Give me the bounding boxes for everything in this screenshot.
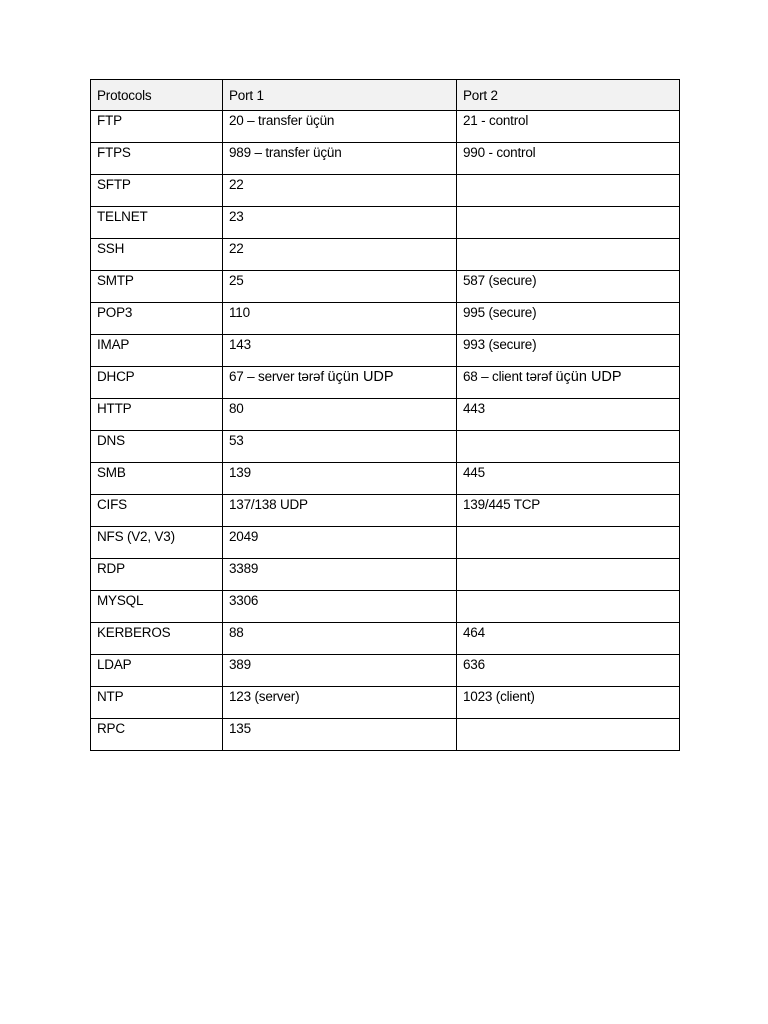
port-2-cell bbox=[457, 367, 680, 399]
protocol-cell: LDAP bbox=[91, 655, 223, 687]
table-row bbox=[91, 655, 680, 687]
port-1-cell: 2049 bbox=[223, 527, 457, 559]
port-2-cell: 21 - control bbox=[457, 111, 680, 143]
port-2-cell: 587 (secure) bbox=[457, 271, 680, 303]
table-row bbox=[91, 207, 680, 239]
port-1-cell: 25 bbox=[223, 271, 457, 303]
table-row bbox=[91, 175, 680, 207]
port-2-cell: 445 bbox=[457, 463, 680, 495]
port-1-cell: 137/138 UDP bbox=[223, 495, 457, 527]
table-row bbox=[91, 399, 680, 431]
port-2-cell: 636 bbox=[457, 655, 680, 687]
table-row bbox=[91, 431, 680, 463]
port-1-cell: 22 bbox=[223, 175, 457, 207]
table-row bbox=[91, 111, 680, 143]
port-1-cell bbox=[223, 367, 457, 399]
port-2-cell bbox=[457, 719, 680, 751]
protocol-cell: SFTP bbox=[91, 175, 223, 207]
port-2-text: 68 – client tərəf bbox=[463, 369, 552, 384]
protocol-cell: NFS (V2, V3) bbox=[91, 527, 223, 559]
port-1-cell: 123 (server) bbox=[223, 687, 457, 719]
table-row bbox=[91, 527, 680, 559]
port-2-cell bbox=[457, 527, 680, 559]
protocol-cell: NTP bbox=[91, 687, 223, 719]
protocol-cell: IMAP bbox=[91, 335, 223, 367]
port-1-cell: 135 bbox=[223, 719, 457, 751]
port-2-cell bbox=[457, 431, 680, 463]
protocol-cell: SMB bbox=[91, 463, 223, 495]
port-2-cell: 995 (secure) bbox=[457, 303, 680, 335]
port-1-cell: 22 bbox=[223, 239, 457, 271]
protocol-cell: RPC bbox=[91, 719, 223, 751]
table-row bbox=[91, 367, 680, 399]
port-1-cell: 389 bbox=[223, 655, 457, 687]
port-2-cell: 443 bbox=[457, 399, 680, 431]
table-row bbox=[91, 463, 680, 495]
protocol-cell: MYSQL bbox=[91, 591, 223, 623]
table-row bbox=[91, 719, 680, 751]
port-2-cell: 990 - control bbox=[457, 143, 680, 175]
table-row bbox=[91, 271, 680, 303]
protocol-cell: SSH bbox=[91, 239, 223, 271]
port-1-cell: 80 bbox=[223, 399, 457, 431]
table-row bbox=[91, 335, 680, 367]
port-2-cell bbox=[457, 239, 680, 271]
table-body bbox=[91, 111, 680, 751]
protocol-ports-table bbox=[90, 79, 680, 751]
port-1-cell: 23 bbox=[223, 207, 457, 239]
port-1-suffix: üçün UDP bbox=[327, 369, 394, 385]
protocol-cell: SMTP bbox=[91, 271, 223, 303]
port-1-text: 67 – server tərəf bbox=[229, 369, 324, 384]
port-2-cell bbox=[457, 207, 680, 239]
port-2-cell bbox=[457, 591, 680, 623]
table-row bbox=[91, 495, 680, 527]
port-1-cell: 110 bbox=[223, 303, 457, 335]
port-1-cell: 143 bbox=[223, 335, 457, 367]
port-2-cell bbox=[457, 175, 680, 207]
table-row bbox=[91, 623, 680, 655]
protocol-cell: POP3 bbox=[91, 303, 223, 335]
header-row bbox=[91, 80, 680, 111]
port-2-cell: 464 bbox=[457, 623, 680, 655]
header-port-1: Port 1 bbox=[223, 80, 457, 111]
port-1-cell: 3389 bbox=[223, 559, 457, 591]
port-1-cell: 989 – transfer üçün bbox=[223, 143, 457, 175]
table-row bbox=[91, 143, 680, 175]
protocol-cell: DNS bbox=[91, 431, 223, 463]
protocol-cell: FTPS bbox=[91, 143, 223, 175]
port-1-cell: 20 – transfer üçün bbox=[223, 111, 457, 143]
table-header bbox=[91, 80, 680, 111]
port-2-suffix: üçün UDP bbox=[555, 369, 622, 385]
protocol-cell: HTTP bbox=[91, 399, 223, 431]
header-port-2: Port 2 bbox=[457, 80, 680, 111]
port-2-cell bbox=[457, 559, 680, 591]
port-2-cell: 993 (secure) bbox=[457, 335, 680, 367]
table-row bbox=[91, 559, 680, 591]
table-row bbox=[91, 239, 680, 271]
protocol-cell: TELNET bbox=[91, 207, 223, 239]
protocol-cell: FTP bbox=[91, 111, 223, 143]
header-protocols: Protocols bbox=[91, 80, 223, 111]
port-1-cell: 139 bbox=[223, 463, 457, 495]
protocol-cell: RDP bbox=[91, 559, 223, 591]
port-1-cell: 3306 bbox=[223, 591, 457, 623]
port-1-cell: 88 bbox=[223, 623, 457, 655]
protocol-cell: DHCP bbox=[91, 367, 223, 399]
table-row bbox=[91, 591, 680, 623]
table-row bbox=[91, 687, 680, 719]
port-2-cell: 139/445 TCP bbox=[457, 495, 680, 527]
port-2-cell: 1023 (client) bbox=[457, 687, 680, 719]
port-1-cell: 53 bbox=[223, 431, 457, 463]
protocol-cell: KERBEROS bbox=[91, 623, 223, 655]
protocol-cell: CIFS bbox=[91, 495, 223, 527]
table-row bbox=[91, 303, 680, 335]
